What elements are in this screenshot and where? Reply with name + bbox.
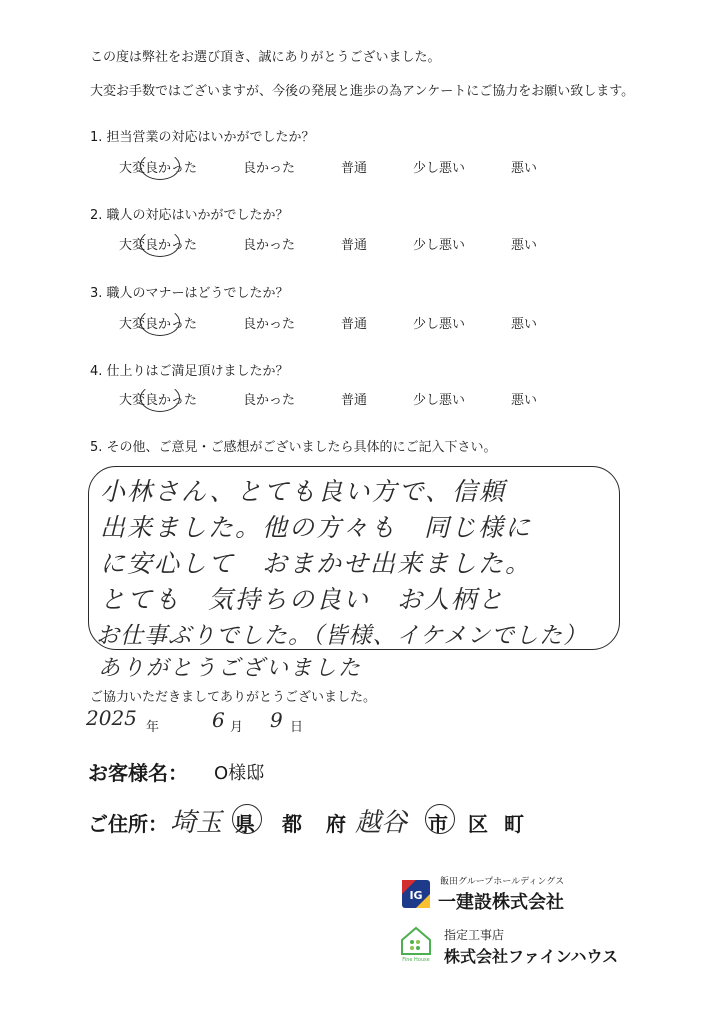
q1-option-good[interactable]: 良かった xyxy=(243,161,296,176)
q2-selected-mark xyxy=(140,229,180,257)
question-3-label: 3. 職人のマナーはどうでしたか？ xyxy=(90,286,289,301)
fine-house-logo-text: Fine House xyxy=(402,957,430,962)
q1-option-slightly-bad[interactable]: 少し悪い xyxy=(413,161,466,176)
date-month: 6 xyxy=(212,708,225,732)
address-city-handwritten: 越谷 xyxy=(355,808,408,838)
ig-logo-icon xyxy=(400,878,432,910)
q1-option-bad[interactable]: 悪い xyxy=(511,161,538,176)
q4-option-very-good[interactable]: 大変良かった xyxy=(119,393,198,408)
address-ken: 県 xyxy=(235,812,255,836)
address-machi: 町 xyxy=(504,812,524,836)
address-prefecture-handwritten: 埼玉 xyxy=(170,808,223,838)
question-2-label: 2. 職人の対応はいかがでしたか？ xyxy=(90,208,289,223)
customer-label: お客様名： xyxy=(88,761,188,785)
date-day: 9 xyxy=(270,708,283,732)
question-1-label: 1. 担当営業の対応はいかがでしたか？ xyxy=(90,130,315,145)
q2-option-bad[interactable]: 悪い xyxy=(511,238,538,253)
q1-option-normal[interactable]: 普通 xyxy=(341,161,368,176)
date-day-label: 日 xyxy=(290,720,304,735)
address-ku: 区 xyxy=(468,812,488,836)
comment-line-4: とても 気持ちの良い お人柄と xyxy=(100,585,506,614)
group-name: 飯田グループホールディングス xyxy=(440,877,565,887)
company-name-1: 一建設株式会社 xyxy=(438,892,564,913)
question-5-label: 5. その他、ご意見・ご感想がございましたら具体的にご記入下さい。 xyxy=(90,440,497,455)
question-4-label: 4. 仕上りはご満足頂けましたか？ xyxy=(90,364,289,379)
comment-line-5: お仕事ぶりでした。（皆様、イケメンでした） xyxy=(96,623,588,649)
q2-option-very-good[interactable]: 大変良かった xyxy=(119,238,198,253)
q4-option-bad[interactable]: 悪い xyxy=(511,393,538,408)
q3-option-good[interactable]: 良かった xyxy=(243,317,296,332)
q3-option-slightly-bad[interactable]: 少し悪い xyxy=(413,317,466,332)
date-year: 2025 xyxy=(86,706,137,730)
comment-line-3: に安心して おまかせ出来ました。 xyxy=(100,549,533,578)
q1-option-very-good[interactable]: 大変良かった xyxy=(119,161,198,176)
comment-line-6: ありがとうございました xyxy=(98,656,363,681)
q4-option-good[interactable]: 良かった xyxy=(243,393,296,408)
address-to: 都 xyxy=(282,812,302,836)
company-name-2: 株式会社ファインハウス xyxy=(444,947,619,966)
date-month-label: 月 xyxy=(230,720,244,735)
address-ken-circle xyxy=(232,804,262,834)
q1-selected-mark xyxy=(140,152,180,180)
q2-option-good[interactable]: 良かった xyxy=(243,238,296,253)
q4-option-slightly-bad[interactable]: 少し悪い xyxy=(413,393,466,408)
q4-selected-mark xyxy=(140,384,180,412)
address-shi: 市 xyxy=(428,812,448,836)
q2-option-slightly-bad[interactable]: 少し悪い xyxy=(413,238,466,253)
fine-house-logo-icon xyxy=(398,924,434,962)
q3-option-very-good[interactable]: 大変良かった xyxy=(119,317,198,332)
q3-option-normal[interactable]: 普通 xyxy=(341,317,368,332)
customer-name: O様邸 xyxy=(214,763,265,784)
q4-option-normal[interactable]: 普通 xyxy=(341,393,368,408)
designation-label: 指定工事店 xyxy=(444,928,505,942)
date-year-label: 年 xyxy=(146,720,160,735)
comment-line-2: 出来ました。他の方々も 同じ様に xyxy=(100,513,533,542)
comment-line-1: 小林さん、とても良い方で、信頼 xyxy=(100,477,507,506)
ig-logo-text: IG xyxy=(409,889,423,902)
address-shi-circle xyxy=(425,804,455,834)
address-fu: 府 xyxy=(326,812,346,836)
address-label: ご住所： xyxy=(88,812,168,836)
q3-selected-mark xyxy=(140,308,180,336)
q3-option-bad[interactable]: 悪い xyxy=(511,317,538,332)
intro-line-1: この度は弊社をお選び頂き、誠にありがとうございました。 xyxy=(90,50,441,65)
intro-line-2: 大変お手数ではございますが、今後の発展と進歩の為アンケートにご協力をお願い致します。 xyxy=(90,84,635,99)
q2-option-normal[interactable]: 普通 xyxy=(341,238,368,253)
thanks-text: ご協力いただきましてありがとうございました。 xyxy=(90,690,377,705)
